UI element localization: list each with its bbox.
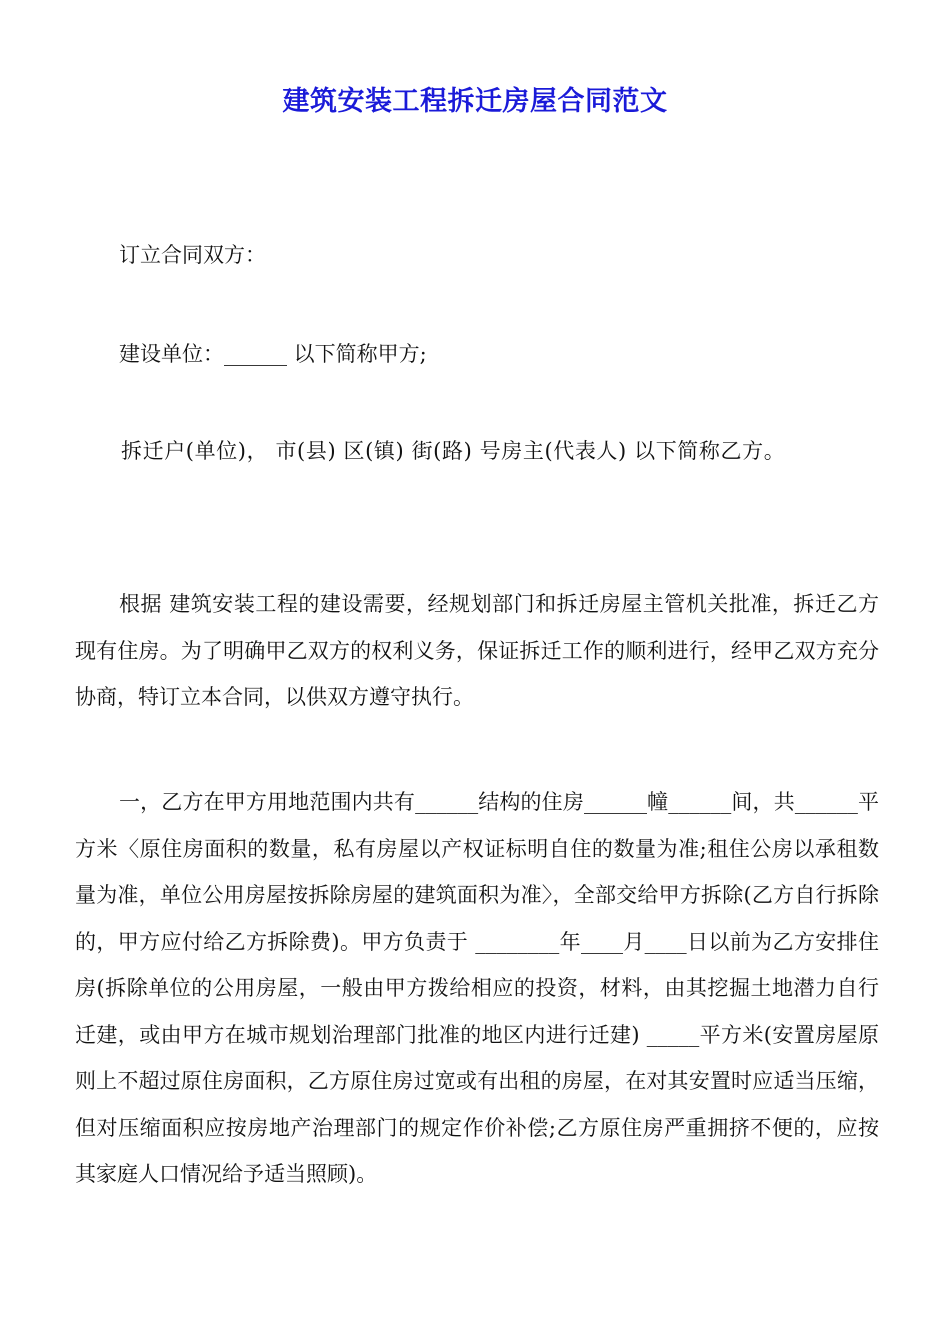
document-title: 建筑安装工程拆迁房屋合同范文 <box>282 86 668 117</box>
paragraph-basis: 根据 建筑安装工程的建设需要，经规划部门和拆迁房屋主管机关批准，拆迁乙方现有住房。为了明确甲乙双方的权利义务，保证拆迁工作的顺利进行，经甲乙双方充分协商，特订立本合同，以供双方遵守执行。 <box>75 592 879 709</box>
parties-heading: 订立合同双方： <box>119 243 266 267</box>
party-b-line: 拆迁户(单位)， 市(县) 区(镇) 街(路) 号房主(代表人) 以下简称乙方。 <box>121 439 786 463</box>
paragraph-clause-1: 一，乙方在甲方用地范围内共有______结构的住房______幢______间，共______平方米〈原住房面积的数量，私有房屋以产权证标明自住的数量为准;租住公房以承租数量为准，单位公用房屋按拆除房屋的建筑面积为准〉，全部交给甲方拆除(乙方自行拆除的，甲方应付给乙方拆除费)。甲方负责于 ________年____月____日以前为乙方安排住房(拆除单位的公用房屋，一般由甲方拨给相应的投资，材料，由其挖掘土地潜力自行迁建，或由甲方在城市规划治理部门批准的地区内进行迁建) _____平方米(安置房屋原则上不超过原住房面积，乙方原住房过宽或有出租的房屋，在对其安置时应适当压缩，但对压缩面积应按房地产治理部门的规定作价补偿;乙方原住房严重拥挤不便的，应按其家庭人口情况给予适当照顾)。 <box>75 790 879 1186</box>
party-a-line: 建设单位：______ 以下简称甲方; <box>119 342 427 366</box>
